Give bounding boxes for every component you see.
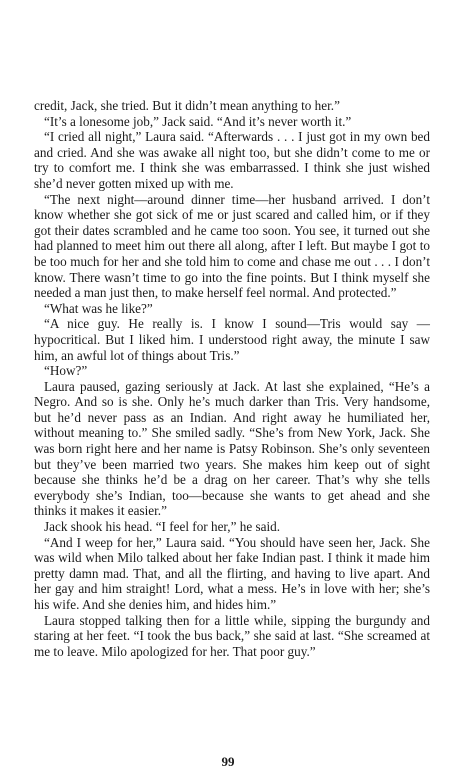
paragraph-5: “What was he like?” <box>44 300 153 316</box>
paragraph-6: “A nice guy. He really is. I know I sound—Tris would say —hypocritical. But I liked him. I understood right away, the minute I saw him, an awful lot of things about Tris.” <box>34 316 430 363</box>
paragraph-3: “I cried all night,” Laura said. “Afterwards . . . I just got in my own bed and cried. And she was awake all night too, but she didn’t come to me or try to comfort me. I think she was embarrassed. I think she just wished she’d never gotten mixed up with me. <box>34 129 430 191</box>
paragraph-4: “The next night—around dinner time—her husband arrived. I don’t know whether she got sick of me or just scared and called him, or if they got their dates scrambled and he came too soon. You see, it turned out she had planned to meet him out there all along, after I left. But maybe I got to be too much for her and she told him to come and chase me out . . . I don’t know. There wasn’t time to go into the fine points. But I think myself she needed a man just then, to make herself feel normal. And protected.” <box>34 191 430 301</box>
page-number: 99 <box>221 754 235 769</box>
page-text-block <box>34 98 430 659</box>
paragraph-2: “It’s a lonesome job,” Jack said. “And it’s never worth it.” <box>44 113 352 129</box>
paragraph-9: Jack shook his head. “I feel for her,” he said. <box>44 519 281 535</box>
paragraph-8: Laura paused, gazing seriously at Jack. At last she explained, “He’s a Negro. And so is she. Only he’s much darker than Tris. Very handsome, but he’d never pass as an Indian. And right away he humiliated her, without meaning to.” She smiled sadly. “She’s from New York, Jack. She was born right here and her name is Patsy Robinson. She’s only seventeen but they’ve been married two years. She makes him keep out of sight because she thinks he’d be a drag on her career. That’s why she tells everybody she’s Indian, too—because she wants to get ahead and she thinks it makes it easier.” <box>34 378 430 519</box>
paragraph-7: “How?” <box>44 363 88 379</box>
paragraph-1: credit, Jack, she tried. But it didn’t mean anything to her.” <box>34 98 340 113</box>
paragraph-11: Laura stopped talking then for a little while, sipping the burgundy and staring at her feet. “I took the bus back,” she said at last. “She screamed at me to leave. Milo apologized for her. That poor guy.” <box>34 612 430 659</box>
paragraph-10: “And I weep for her,” Laura said. “You should have seen her, Jack. She was wild when Milo talked about her fake Indian past. I think it made him pretty damn mad. That, and all the flirting, and having to live apart. And her gay and him straight! Lord, what a mess. He’s in love with her; she’s his wife. And she denies him, and hides him.” <box>34 534 430 612</box>
